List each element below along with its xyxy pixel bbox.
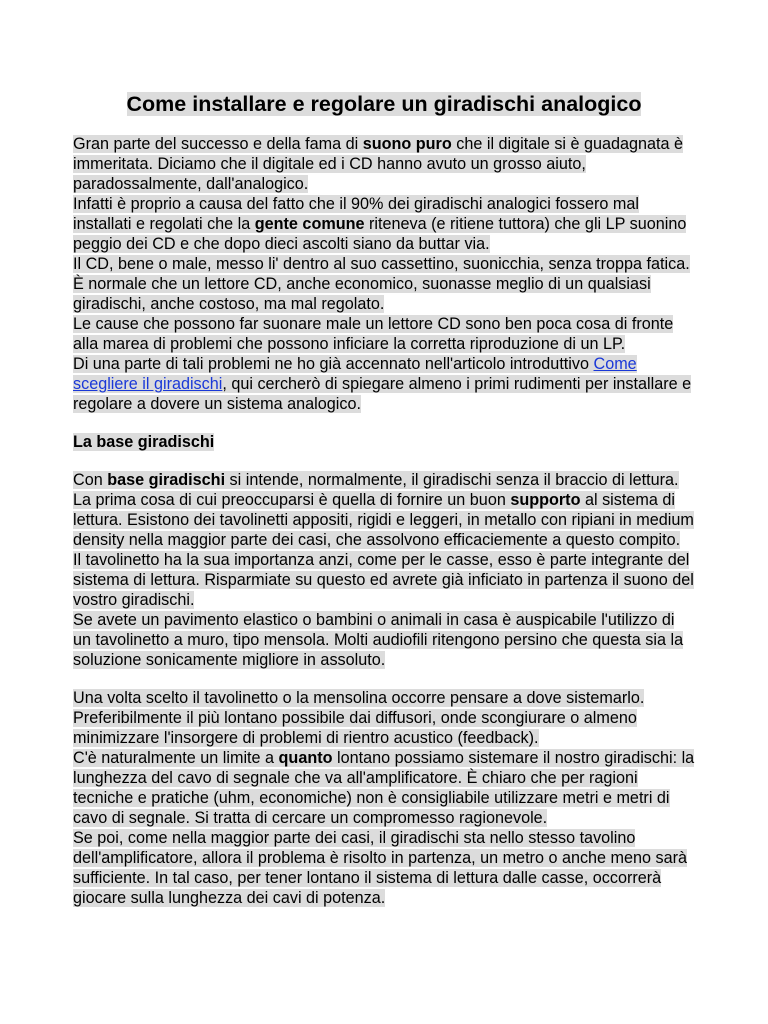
document-page [73, 89, 695, 908]
section-paragraph-1 [73, 470, 695, 490]
bold-term: gente comune [254, 215, 365, 233]
spacer [73, 670, 695, 688]
text-run: Infatti è proprio a causa del fatto che il 90% dei giradischi analogici fossero mal installati e regolati che la gente comune riteneva (e ritiene tuttora) che gli LP suonino peggio dei CD e che dopo dieci ascolti siano da buttar via. [73, 195, 687, 253]
spacer [73, 452, 695, 470]
text-run: Di una parte di tali problemi ne ho già accennato nell'articolo introduttivo Come scegliere il giradischi, qui cercherò di spiegare almeno i primi rudimenti per installare e regolare a dovere un sistema analogico. [73, 355, 692, 413]
intro-paragraph-4: Le cause che possono far suonare male un lettore CD sono ben poca cosa di fronte alla marea di problemi che possono inficiare la corretta riproduzione di un LP. [73, 315, 674, 353]
spacer [73, 414, 695, 432]
bold-term: base giradischi [107, 471, 226, 489]
section-paragraph-4: Se avete un pavimento elastico o bambini o animali in casa è auspicabile l'utilizzo di un tavolinetto a muro, tipo mensola. Molti audiofili ritengono persino che questa sia la soluzione sonicamente migliore in assoluto. [73, 611, 684, 669]
section-paragraph-3: Il tavolinetto ha la sua importanza anzi, come per le casse, esso è parte integrante del sistema di lettura. Risparmiate su questo ed avrete già inficiato in partenza il suono del vostro giradischi. [73, 551, 694, 609]
text-run: Con base giradischi si intende, normalmente, il giradischi senza il braccio di lettura. [73, 471, 679, 489]
bold-term: quanto [278, 749, 333, 767]
intro-paragraph-1 [73, 134, 695, 194]
section-heading: La base giradischi [73, 433, 215, 451]
section-paragraph-6 [73, 748, 695, 828]
text-run: Gran parte del successo e della fama di suono puro che il digitale si è guadagnata è immeritata. Diciamo che il digitale ed i CD hanno avuto un grosso aiuto, paradossalmente, dall'analogico. [73, 135, 684, 193]
intro-paragraph-3: Il CD, bene o male, messo li' dentro al suo cassettino, suonicchia, senza troppa fatica. È normale che un lettore CD, anche economico, suonasse meglio di un qualsiasi giradischi, anche costoso, ma mal regolato. [73, 255, 690, 313]
section-paragraph-5: Una volta scelto il tavolinetto o la mensolina occorre pensare a dove sistemarlo. Preferibilmente il più lontano possibile dai diffusori, onde scongiurare o almeno minimizzare l'insorgere di problemi di rientro acustico (feedback). [73, 689, 645, 747]
bold-term: suono puro [362, 135, 452, 153]
bold-term: supporto [510, 491, 581, 509]
section-paragraph-2 [73, 490, 695, 550]
page-title: Come installare e regolare un giradischi analogico [126, 92, 642, 116]
intro-paragraph-2 [73, 194, 695, 254]
intro-paragraph-5 [73, 354, 695, 414]
article-link[interactable]: Come scegliere il giradischi [73, 355, 637, 393]
text-run: C'è naturalmente un limite a quanto lontano possiamo sistemare il nostro giradischi: la lunghezza del cavo di segnale che va all'amplificatore. È chiaro che per ragioni tecniche e pratiche (uhm, economiche) non è consigliabile utilizzare metri e metri di cavo di segnale. Si tratta di cercare un compromesso ragionevole. [73, 749, 695, 827]
text-run: La prima cosa di cui preoccuparsi è quella di fornire un buon supporto al sistema di lettura. Esistono dei tavolinetti appositi, rigidi e leggeri, in metallo con ripiani in medium density nella maggior parte dei casi, che assolvono efficaciemente a questo compito. [73, 491, 694, 549]
section-paragraph-7: Se poi, come nella maggior parte dei casi, il giradischi sta nello stesso tavolino dell'amplificatore, allora il problema è risolto in partenza, un metro o anche meno sarà sufficiente. In tal caso, per tener lontano il sistema di lettura dalle casse, occorrerà giocare sulla lunghezza dei cavi di potenza. [73, 829, 688, 907]
